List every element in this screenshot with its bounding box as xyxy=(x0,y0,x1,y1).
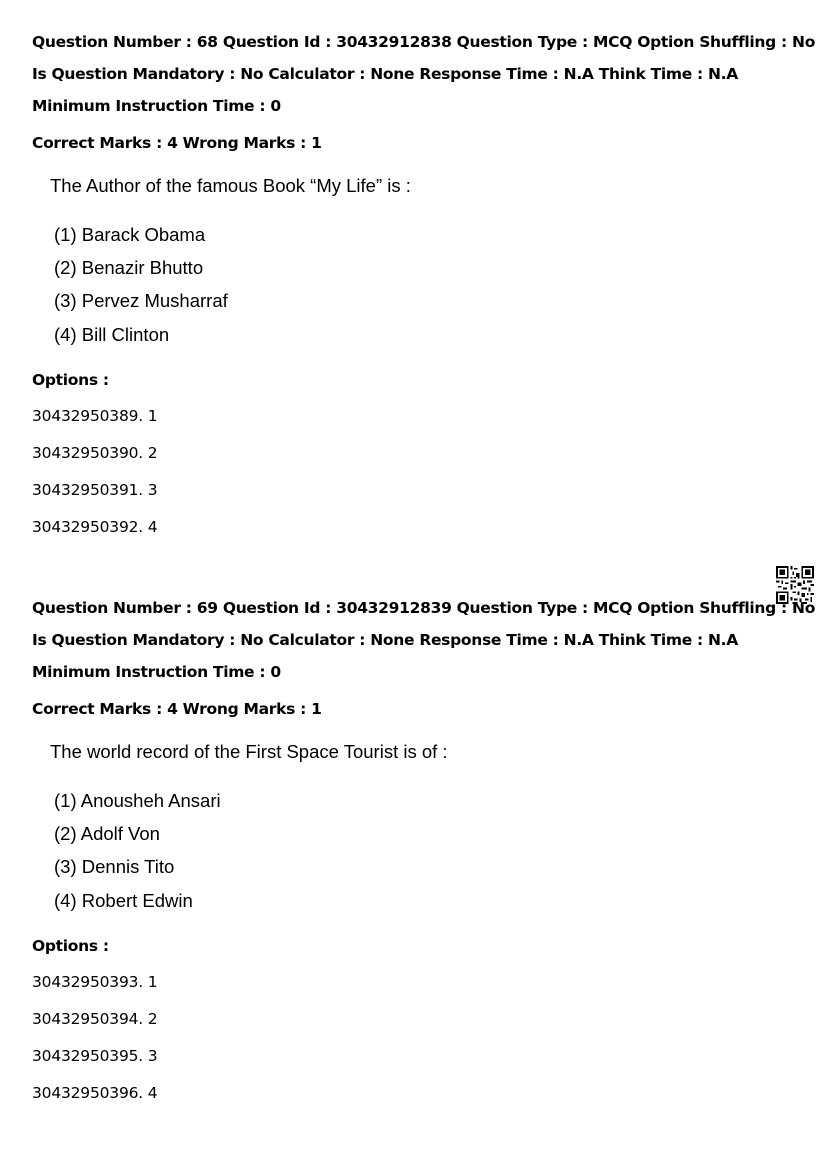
option-id-4: 30432950396. 4 xyxy=(32,1084,158,1102)
question-meta-line-2: Is Question Mandatory : No Calculator : None Response Time : N.A Think Time : N.A xyxy=(32,631,738,649)
option-id-4: 30432950392. 4 xyxy=(32,518,158,536)
question-text: The Author of the famous Book “My Life” is : xyxy=(50,175,411,196)
choice-3: (3) Dennis Tito xyxy=(54,856,175,877)
question-meta-line-1: Question Number : 68 Question Id : 30432912838 Question Type : MCQ Option Shuffling : No xyxy=(32,33,816,51)
options-heading: Options : xyxy=(32,937,109,955)
question-block-68 xyxy=(32,32,816,542)
choice-1: (1) Anousheh Ansari xyxy=(54,790,221,811)
question-block-69 xyxy=(32,598,816,1108)
choice-4: (4) Robert Edwin xyxy=(54,890,193,911)
option-id-3: 30432950395. 3 xyxy=(32,1047,158,1065)
question-meta-line-3: Minimum Instruction Time : 0 xyxy=(32,663,281,681)
option-id-2: 30432950390. 2 xyxy=(32,444,158,462)
choice-2: (2) Adolf Von xyxy=(54,823,160,844)
choice-4: (4) Bill Clinton xyxy=(54,324,170,345)
choice-2: (2) Benazir Bhutto xyxy=(54,257,204,278)
question-marks: Correct Marks : 4 Wrong Marks : 1 xyxy=(32,700,322,718)
choice-1: (1) Barack Obama xyxy=(54,224,206,245)
option-id-2: 30432950394. 2 xyxy=(32,1010,158,1028)
choice-3: (3) Pervez Musharraf xyxy=(54,290,228,311)
options-heading: Options : xyxy=(32,371,109,389)
option-id-3: 30432950391. 3 xyxy=(32,481,158,499)
question-meta-line-2: Is Question Mandatory : No Calculator : None Response Time : N.A Think Time : N.A xyxy=(32,65,738,83)
option-id-1: 30432950389. 1 xyxy=(32,407,158,425)
question-marks: Correct Marks : 4 Wrong Marks : 1 xyxy=(32,134,322,152)
option-id-1: 30432950393. 1 xyxy=(32,973,158,991)
question-meta-line-1: Question Number : 69 Question Id : 30432912839 Question Type : MCQ Option Shuffling : No xyxy=(32,599,816,617)
question-meta-line-3: Minimum Instruction Time : 0 xyxy=(32,97,281,115)
question-text: The world record of the First Space Tourist is of : xyxy=(50,741,448,762)
